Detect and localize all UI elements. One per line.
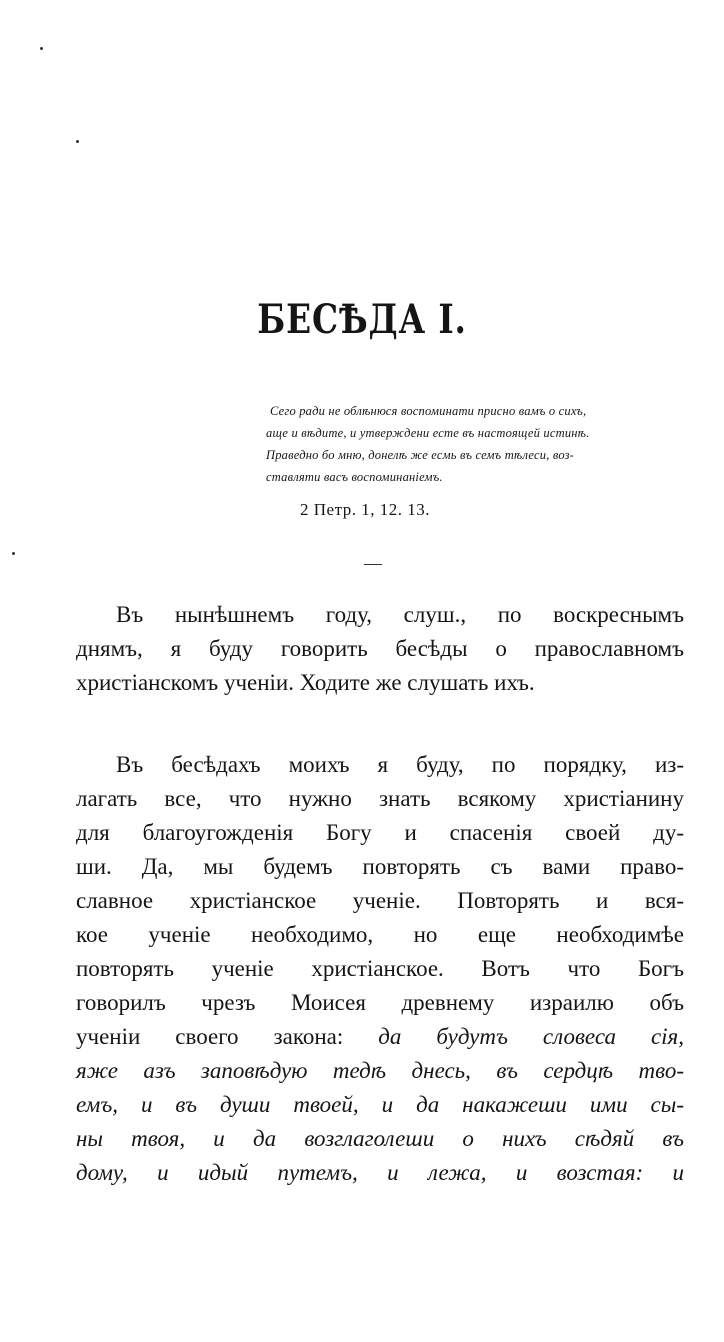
text-line: кое ученіе необходимо, но еще необходимѣе (76, 922, 684, 947)
scan-speck (76, 140, 79, 143)
epigraph (266, 400, 686, 488)
italic-quote-line: дому, и идый путемъ, и лежа, и возстая: и (76, 1160, 684, 1185)
text-line: Въ нынѣшнемъ году, слуш., по воскреснымъ (116, 602, 684, 627)
italic-quote-line: емъ, и въ души твоей, и да накажеши ими сы- (76, 1092, 684, 1117)
text-line-mixed (76, 1020, 684, 1054)
italic-quote-line: яже азъ заповѣдую тедѣ днесь, въ сердцѣ тво- (76, 1058, 684, 1083)
epigraph-line: Сего ради не облѣнюся воспоминати присно вамъ о сихъ, (270, 404, 587, 418)
scripture-reference: 2 Петр. 1, 12. 13. (300, 500, 430, 519)
epigraph-line: ставляти васъ воспоминаніемъ. (266, 470, 443, 484)
text-line: Въ бесѣдахъ моихъ я буду, по порядку, из- (116, 752, 684, 777)
text-fragment: ученіи своего закона: (76, 1024, 379, 1049)
italic-quote-fragment: да будутъ словеса сія, (378, 1024, 684, 1049)
paragraph-2 (76, 748, 684, 1190)
chapter-title: БЕСѢДА I. (257, 296, 467, 343)
text-line: повторять ученіе христіанское. Вотъ что Богъ (76, 956, 684, 981)
separator-dash: — (364, 553, 382, 573)
text-line: христіанскомъ ученіи. Ходите же слушать ихъ. (76, 670, 535, 695)
scan-speck (40, 47, 43, 50)
epigraph-line: Праведно бо мню, донелѣ же есмь въ семъ тѣлеси, воз- (266, 448, 575, 462)
text-line: славное христіанское ученіе. Повторять и вся- (76, 888, 684, 913)
text-line: ши. Да, мы будемъ повторять съ вами право- (76, 854, 684, 879)
scan-speck (12, 552, 15, 555)
text-line: днямъ, я буду говорить бесѣды о православномъ (76, 636, 684, 661)
italic-quote-line: ны твоя, и да возглаголеши о нихъ сѣдяй въ (76, 1126, 684, 1151)
text-line: лагать все, что нужно знать всякому христіанину (76, 786, 684, 811)
paragraph-1 (76, 598, 684, 700)
epigraph-line: аще и вѣдите, и утверждени есте въ настоящей истинѣ. (266, 426, 590, 440)
text-line: для благоугожденія Богу и спасенія своей ду- (76, 820, 684, 845)
text-line: говорилъ чрезъ Моисея древнему израилю объ (76, 990, 684, 1015)
